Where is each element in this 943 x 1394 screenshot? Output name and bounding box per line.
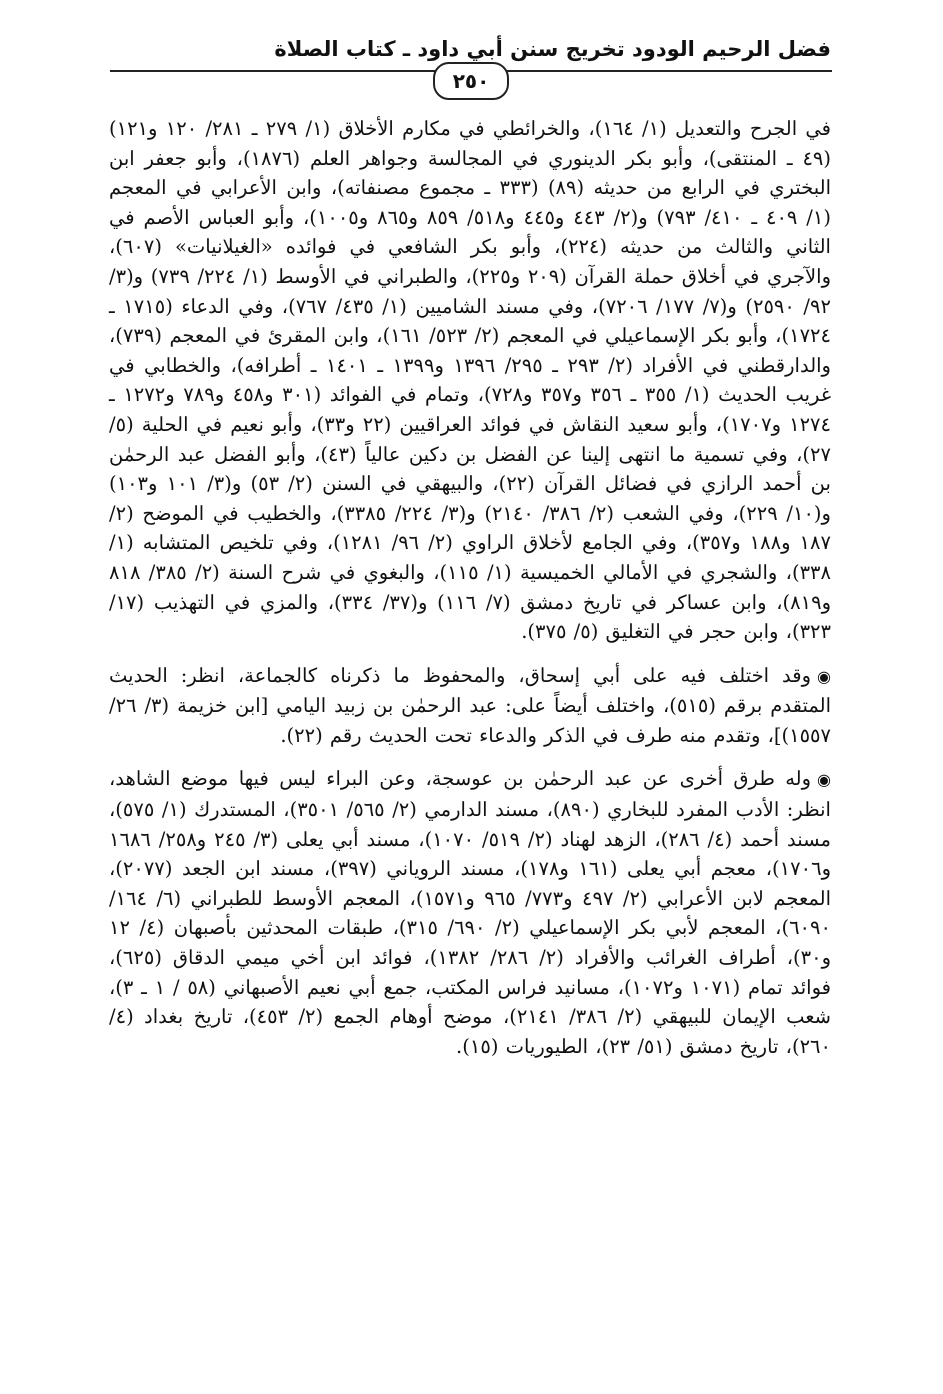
bullet-icon: ◉: [817, 770, 831, 790]
paragraph-text: وقد اختلف فيه على أبي إسحاق، والمحفوظ ما ذكرناه كالجماعة، انظر: الحديث المتقدم برقم (٥١٥)، واختلف أيضاً على: عبد الرحمٰن بن زبيد اليامي [ابن خزيمة (٣/ ٢٦/ ١٥٥٧)]، وتقدم منه طرف في الذكر والدعاء تحت الحديث رقم (٢٢).: [109, 663, 831, 747]
paragraph-other-routes: [109, 764, 831, 1061]
body-text: [109, 114, 831, 1075]
paragraph-text: وله طرق أخرى عن عبد الرحمٰن بن عوسجة، وعن البراء ليس فيها موضع الشاهد، انظر: الأدب المفرد للبخاري (٨٩٠)، مسند الدارمي (٢/ ٥٦٥/ ٣٥٠١)، المستدرك (١/ ٥٧٥)، مسند أحمد (٤/ ٢٨٦)، الزهد لهناد (٢/ ٥١٩/ ١٠٧٠)، مسند أبي يعلى (٣/ ٢٤٥ و٢٥٨/ ١٦٨٦ و١٧٠٦)، معجم أبي يعلى (١٦١ و١٧٨)، مسند الروياني (٣٩٧)، مسند ابن الجعد (٢٠٧٧)، المعجم لابن الأعرابي (٢/ ٤٩٧ و٧٧٣/ ٩٦٥ و١٥٧١)، المعجم الأوسط للطبراني (٦/ ١٦٤/ ٦٠٩٠)، المعجم لأبي بكر الإسماعيلي (٢/ ٦٩٠/ ٣١٥)، طبقات المحدثين بأصبهان (٤/ ١٢ و٣٠)، أطراف الغرائب والأفراد (٢/ ٢٨٦/ ١٣٨٢)، فوائد ابن أخي ميمي الدقاق (٦٢٥)، فوائد تمام (١٠٧١ و١٠٧٢)، مسانيد فراس المكتب، جمع أبي نعيم الأصبهاني (٥٨ / ١ ـ ٣)، شعب الإيمان للبيهقي (٢/ ٣٨٦/ ٢١٤١)، موضح أوهام الجمع (٢/ ٤٥٣)، تاريخ بغداد (٤/ ٢٦٠)، تاريخ دمشق (٥١/ ٢٣)، الطيوريات (١٥).: [109, 767, 832, 1058]
paragraph-text: في الجرح والتعديل (١/ ١٦٤)، والخرائطي في مكارم الأخلاق (١/ ٢٧٩ ـ ٢٨١/ ١٢٠ و١٢١) (٤٩ ـ المنتقى)، وأبو بكر الدينوري في المجالسة وجواهر العلم (١٨٧٦)، وأبو جعفر ابن البختري في الرابع من حديثه (٨٩) (٣٣٣ ـ مجموع مصنفاته)، وابن الأعرابي في المعجم (١/ ٤٠٩ ـ ٤١٠/ ٧٩٣) و(٢/ ٤٤٣ و٤٤٥ و٥١٨/ ٨٥٩ و٨٦٥ و١٠٠٥)، وأبو العباس الأصم في الثاني والثالث من حديثه (٢٢٤)، وأبو بكر الشافعي في فوائده «الغيلانيات» (٦٠٧)، والآجري في أخلاق حملة القرآن (٢٠٩ و٢٢٥)، والطبراني في الأوسط (١/ ٢٢٤/ ٧٣٩) و(٣/ ٩٢/ ٢٥٩٠) و(٧/ ١٧٧/ ٧٢٠٦)، وفي مسند الشاميين (١/ ٤٣٥/ ٧٦٧)، وفي الدعاء (١٧١٥ ـ ١٧٢٤)، وأبو بكر الإسماعيلي في المعجم (٢/ ٥٢٣/ ١٦١)، وابن المقرئ في المعجم (٧٣٩)، والدارقطني في الأفراد (٢/ ٢٩٣ ـ ٢٩٥/ ١٣٩٦ و١٣٩٩ ـ ١٤٠١ ـ أطرافه)، والخطابي في غريب الحديث (١/ ٣٥٥ ـ ٣٥٦ و٣٥٧ و٧٢٨)، وتمام في الفوائد (٣٠١ و٤٥٨ و٧٨٩ و١٢٧٢ ـ ١٢٧٤ و١٧٠٧)، وأبو سعيد النقاش في فوائد العراقيين (٢٢ و٣٣)، وأبو نعيم في الحلية (٥/ ٢٧)، وفي تسمية ما انتهى إلينا عن الفضل بن دكين عالياً (٤٣)، وأبو الفضل عبد الرحمٰن بن أحمد الرازي في فضائل القرآن (٢٢)، والبيهقي في السنن (٢/ ٥٣) و(٣/ ١٠١ و١٠٣) و(١٠/ ٢٢٩)، وفي الشعب (٢/ ٣٨٦/ ٢١٤٠) و(٣/ ٢٢٤/ ٣٣٨٥)، والخطيب في الموضح (٢/ ١٨٧ و١٨٨ و٣٥٧)، وفي الجامع لأخلاق الراوي (٢/ ٩٦/ ١٢٨١)، وفي تلخيص المتشابه (١/ ٣٣٨)، والشجري في الأمالي الخميسية (١/ ١١٥)، والبغوي في شرح السنة (٢/ ٣٨٥/ ٨١٨ و٨١٩)، وابن عساكر في تاريخ دمشق (٧/ ١١٦) و(٣٧/ ٣٣٤)، والمزي في التهذيب (١٧/ ٣٢٣)، وابن حجر في التغليق (٥/ ٣٧٥).: [109, 117, 832, 644]
paragraph-disagreement: [109, 661, 831, 751]
page-number: ٢٥٠: [433, 62, 509, 100]
running-header-title: فضل الرحيم الودود تخريج سنن أبي داود ـ كتاب الصلاة: [274, 37, 831, 61]
paragraph-sources: [109, 114, 831, 647]
bullet-icon: ◉: [817, 666, 831, 686]
